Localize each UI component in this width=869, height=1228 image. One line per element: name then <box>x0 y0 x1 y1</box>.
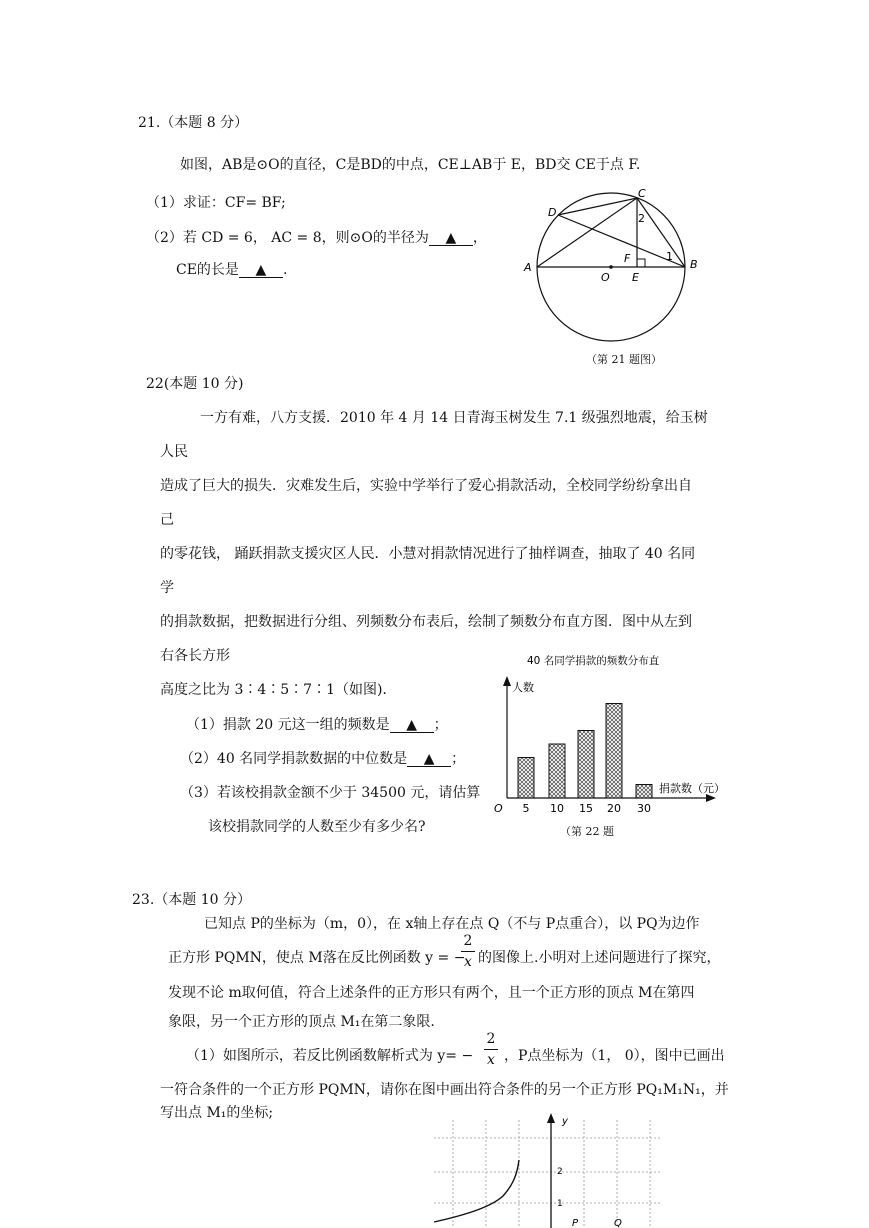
q23-line6: 一符合条件的一个正方形 PQMN，请你在图中画出符合条件的另一个正方形 PQ₁M₁N₁，并 <box>160 1082 729 1098</box>
histogram-bar-15 <box>578 731 594 799</box>
graph-y-arrow <box>547 1113 555 1123</box>
circle-figure <box>522 186 702 366</box>
q23-line2 <box>168 951 465 965</box>
answer-mark: ▲ <box>423 751 435 767</box>
q22-line3: 造成了巨大的损失．灾难发生后，实验中学举行了爱心捐款活动，全校同学纷纷拿出自 <box>160 478 692 494</box>
answer-mark: ▲ <box>255 262 267 278</box>
q21-stem: 如图，AB是⊙O的直径，C是BD的中点，CE⊥AB于 E，BD交 CE于点 F. <box>180 157 641 173</box>
q21-header: 21.（本题 8 分） <box>138 115 249 131</box>
q23-line5a: （1）如图所示，若反比例函数解析式为 y= − <box>186 1048 474 1064</box>
q22-part2 <box>180 752 465 767</box>
angle-2: 2 <box>638 212 645 225</box>
answer-blank[interactable] <box>390 718 434 733</box>
q21-part2b-text: CE的长是 <box>176 262 239 278</box>
answer-mark: ▲ <box>406 717 418 733</box>
coordinate-grid <box>428 1110 668 1228</box>
angle-1: 1 <box>666 250 673 263</box>
label-E: E <box>632 271 639 284</box>
x-tick-label: 5 <box>522 802 530 815</box>
label-D: D <box>548 206 557 219</box>
chart-caption: （第 22 题 <box>560 825 614 838</box>
q23-line5b: ，P点坐标为（1， 0），图中已画出 <box>504 1048 725 1064</box>
graph-tick-1: 1 <box>557 1199 563 1209</box>
x-axis-arrow <box>706 794 716 802</box>
q23-line2b: 的图像上.小明对上述问题进行了探究， <box>478 950 721 966</box>
q23-header: 23.（本题 10 分） <box>132 892 251 908</box>
q21-part2a: （2）若 CD = 6， AC = 8，则⊙O的半径为 ▲ ， <box>146 230 487 246</box>
label-B: B <box>690 258 698 271</box>
histogram-bar-5 <box>518 758 534 799</box>
y-axis-arrow <box>503 676 511 686</box>
answer-mark: ▲ <box>445 230 457 246</box>
label-C: C <box>638 187 646 200</box>
graph-tick-2: 2 <box>557 1167 563 1177</box>
origin-label: O <box>494 802 503 815</box>
q23-line1: 已知点 P的坐标为（m，0），在 x轴上存在点 Q（不与 P点重合），以 PQ为边作 <box>204 916 700 932</box>
label-A: A <box>524 261 532 274</box>
x-axis-label: 捐款数（元） <box>659 782 725 795</box>
x-tick-label: 20 <box>607 802 621 815</box>
chart-title: 40 名同学捐款的频数分布直 <box>527 655 660 667</box>
q21-part2b: CE的长是 ▲ . <box>176 262 288 278</box>
answer-blank[interactable] <box>239 263 283 278</box>
q21-part1: （1）求证：CF= BF; <box>146 195 286 211</box>
q22-header: 22(本题 10 分) <box>146 376 244 392</box>
q22-part1-text: （1）捐款 20 元这一组的频数是 <box>186 717 390 733</box>
q21-fig-caption: （第 21 题图） <box>586 353 662 366</box>
histogram-bar-10 <box>549 744 565 798</box>
q22-line6: 学 <box>160 580 174 596</box>
fraction-2-num: 2 <box>486 1031 496 1047</box>
q22-line5: 的零花钱， 踊跃捐款支援灾区人民．小慧对捐款情况进行了抽样调查，抽取了 40 名同 <box>160 546 696 562</box>
q23-line7: 写出点 M₁的坐标; <box>160 1105 274 1121</box>
histogram-bar-20 <box>606 704 622 799</box>
hyperbola-curve <box>434 1160 519 1222</box>
q22-part3: （3）若该校捐款金额不少于 34500 元，请估算 <box>180 785 481 801</box>
fraction-1 <box>461 934 475 969</box>
q23-line2a: 正方形 PQMN，使点 M落在反比例函数 y = − <box>168 950 466 966</box>
q22-line2: 人民 <box>160 444 188 460</box>
q22-line7: 的捐款数据，把数据进行分组、列频数分布表后，绘制了频数分布直方图．图中从左到 <box>160 614 692 630</box>
x-tick-label: 15 <box>579 802 593 815</box>
fraction-1-num: 2 <box>463 933 473 949</box>
semicolon: ； <box>433 717 448 733</box>
q22-line8: 右各长方形 <box>160 648 230 664</box>
histogram-bar-30 <box>636 785 652 799</box>
fraction-1-den: x <box>464 954 472 970</box>
label-F: F <box>624 252 631 265</box>
q22-line1: 一方有难，八方支援．2010 年 4 月 14 日青海玉树发生 7.1 级强烈地震，给玉树 <box>200 410 708 426</box>
graph-P: P <box>572 1218 579 1228</box>
answer-blank[interactable] <box>407 752 451 767</box>
q22-part3b: 该校捐款同学的人数至少有多少名? <box>208 819 426 835</box>
q22-part2-text: （2）40 名同学捐款数据的中位数是 <box>180 751 408 767</box>
frequency-histogram <box>490 650 740 840</box>
q21-part2a-text: （2）若 CD = 6， AC = 8，则⊙O的半径为 <box>146 230 429 246</box>
x-tick-label: 10 <box>550 802 564 815</box>
label-O: O <box>601 271 610 284</box>
q23-line4: 象限，另一个正方形的顶点 M₁在第二象限. <box>168 1014 435 1030</box>
graph-y-label: y <box>562 1116 568 1127</box>
fraction-2 <box>484 1032 498 1067</box>
x-tick-label: 30 <box>637 802 651 815</box>
q22-line9: 高度之比为 3∶4∶5∶7∶1（如图)． <box>160 682 397 698</box>
fraction-2-den: x <box>487 1052 495 1068</box>
answer-blank[interactable] <box>429 231 473 246</box>
graph-Q: Q <box>614 1218 622 1228</box>
q23-line3: 发现不论 m取何值，符合上述条件的正方形只有两个，且一个正方形的顶点 M在第四 <box>168 985 695 1001</box>
q22-part1 <box>186 718 448 733</box>
semicolon: ； <box>451 751 466 767</box>
y-axis-label: 人数 <box>512 681 534 694</box>
q22-line4: 己 <box>160 512 174 528</box>
